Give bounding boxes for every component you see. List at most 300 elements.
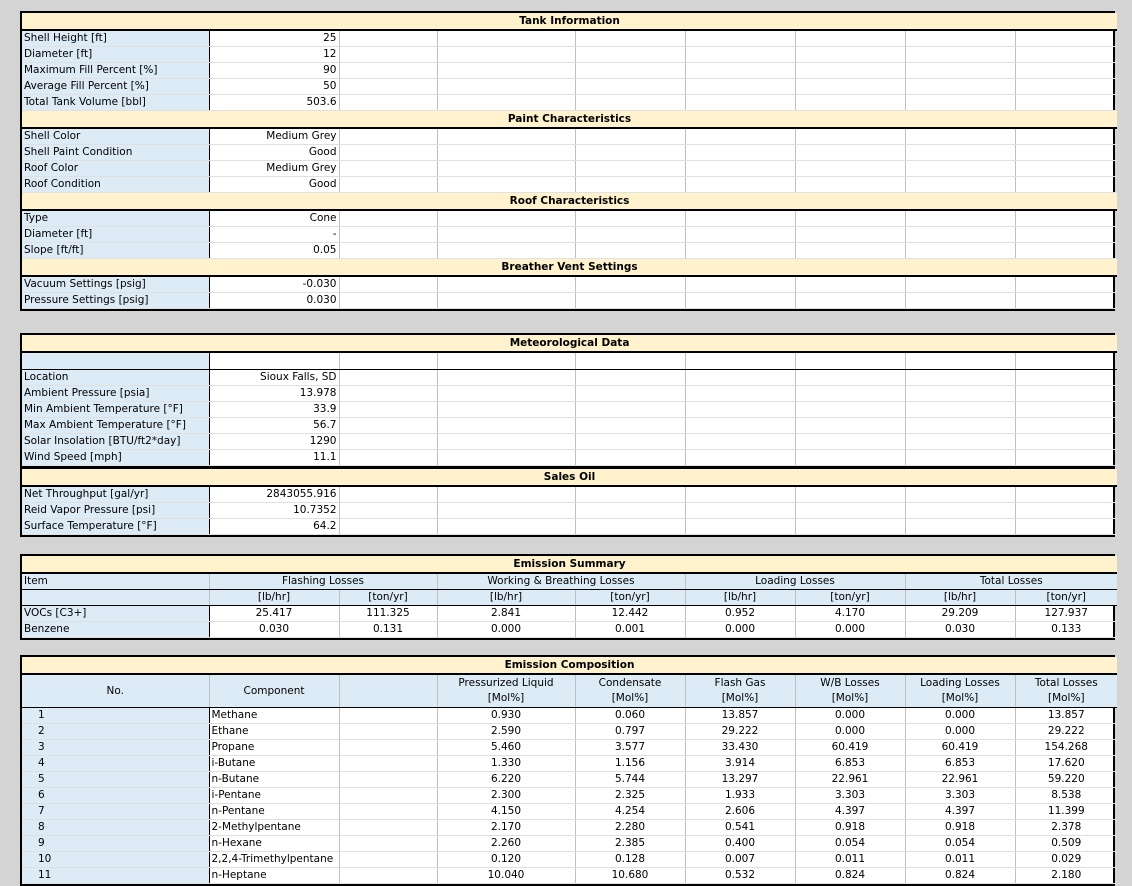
composition-row xyxy=(22,772,1117,788)
empty-cell xyxy=(1015,63,1117,79)
empty-cell xyxy=(339,772,437,788)
empty-cell xyxy=(437,352,575,370)
group-header: Total Losses xyxy=(905,573,1117,590)
empty-cell xyxy=(1015,145,1117,161)
emission-item: VOCs [C3+] xyxy=(22,606,209,622)
empty-cell xyxy=(685,161,795,177)
empty-cell xyxy=(685,30,795,47)
composition-row xyxy=(22,820,1117,836)
group-header: Loading Losses xyxy=(685,573,905,590)
empty-cell xyxy=(339,210,437,227)
composition-row xyxy=(22,756,1117,772)
empty-cell xyxy=(1015,503,1117,519)
emission-unit-header-row xyxy=(22,590,1117,606)
empty-cell xyxy=(339,227,437,243)
composition-value: 0.541 xyxy=(685,820,795,836)
paint-row xyxy=(22,161,1117,177)
met-row xyxy=(22,434,1117,450)
component-no: 7 xyxy=(22,804,209,820)
empty-cell xyxy=(795,63,905,79)
composition-value: 8.538 xyxy=(1015,788,1117,804)
met-spacer-row xyxy=(22,352,1117,370)
tank-value: 50 xyxy=(209,79,339,95)
composition-value: 11.399 xyxy=(1015,804,1117,820)
composition-value: 1.933 xyxy=(685,788,795,804)
empty-cell xyxy=(795,450,905,466)
met-label: Solar Insolation [BTU/ft2*day] xyxy=(22,434,209,450)
component-name: n-Heptane xyxy=(209,868,339,884)
composition-col-header xyxy=(575,674,685,708)
empty-cell xyxy=(437,243,575,259)
empty-cell xyxy=(437,177,575,193)
tank-title: Tank Information xyxy=(22,13,1117,30)
composition-value: 0.930 xyxy=(437,708,575,724)
composition-col-header xyxy=(437,674,575,708)
empty-cell xyxy=(1015,486,1117,503)
empty-cell xyxy=(905,386,1015,402)
empty-cell xyxy=(339,788,437,804)
emission-summary-title-row xyxy=(22,556,1117,573)
empty-cell xyxy=(1015,370,1117,386)
empty-cell xyxy=(905,128,1015,145)
empty-cell xyxy=(339,352,437,370)
col-unit: [Mol%] xyxy=(831,692,869,704)
oil-value: 10.7352 xyxy=(209,503,339,519)
composition-value: 5.744 xyxy=(575,772,685,788)
composition-value: 0.918 xyxy=(905,820,1015,836)
paint-value: Good xyxy=(209,177,339,193)
emission-composition-title: Emission Composition xyxy=(22,657,1117,674)
tank-title-row xyxy=(22,13,1117,30)
empty-cell xyxy=(339,724,437,740)
component-no: 4 xyxy=(22,756,209,772)
empty-cell xyxy=(685,63,795,79)
component-name: i-Butane xyxy=(209,756,339,772)
oil-label: Reid Vapor Pressure [psi] xyxy=(22,503,209,519)
empty-cell xyxy=(905,370,1015,386)
composition-value: 0.054 xyxy=(795,836,905,852)
empty-cell xyxy=(905,486,1015,503)
empty-cell xyxy=(795,293,905,309)
empty-cell xyxy=(575,79,685,95)
composition-value: 29.222 xyxy=(1015,724,1117,740)
empty-cell xyxy=(1015,276,1117,293)
empty-cell xyxy=(1015,177,1117,193)
composition-row xyxy=(22,708,1117,724)
empty-cell xyxy=(339,708,437,724)
empty-cell xyxy=(685,210,795,227)
emission-composition-block xyxy=(20,655,1115,886)
composition-value: 60.419 xyxy=(905,740,1015,756)
empty-cell xyxy=(1015,293,1117,309)
empty-cell xyxy=(1015,30,1117,47)
empty-cell xyxy=(905,276,1015,293)
col-unit: [Mol%] xyxy=(941,692,979,704)
empty-cell xyxy=(437,128,575,145)
component-name: Methane xyxy=(209,708,339,724)
tank-info-block xyxy=(20,11,1115,311)
empty-cell xyxy=(905,161,1015,177)
composition-value: 4.150 xyxy=(437,804,575,820)
empty-cell xyxy=(685,293,795,309)
empty-cell xyxy=(437,434,575,450)
composition-value: 0.011 xyxy=(795,852,905,868)
tank-label: Total Tank Volume [bbl] xyxy=(22,95,209,111)
composition-value: 0.128 xyxy=(575,852,685,868)
paint-title-row xyxy=(22,111,1117,129)
empty-cell xyxy=(339,820,437,836)
composition-value: 0.060 xyxy=(575,708,685,724)
paint-value: Good xyxy=(209,145,339,161)
empty-cell xyxy=(339,177,437,193)
composition-value: 0.918 xyxy=(795,820,905,836)
empty-cell xyxy=(437,95,575,111)
tank-row xyxy=(22,95,1117,111)
empty-cell xyxy=(575,227,685,243)
empty-cell xyxy=(685,418,795,434)
tank-label: Diameter [ft] xyxy=(22,47,209,63)
met-value: 11.1 xyxy=(209,450,339,466)
empty-cell xyxy=(339,386,437,402)
empty-cell xyxy=(795,30,905,47)
empty-cell xyxy=(905,402,1015,418)
oil-block xyxy=(20,467,1115,537)
met-title: Meteorological Data xyxy=(22,335,1117,352)
empty-cell xyxy=(437,450,575,466)
unit-header: [ton/yr] xyxy=(575,590,685,606)
empty-cell xyxy=(795,503,905,519)
empty-cell xyxy=(685,95,795,111)
tank-label: Maximum Fill Percent [%] xyxy=(22,63,209,79)
unit-header: [lb/hr] xyxy=(437,590,575,606)
col-name: Flash Gas xyxy=(714,677,766,689)
col-unit: [Mol%] xyxy=(487,692,525,704)
empty-cell xyxy=(339,370,437,386)
empty-cell xyxy=(905,503,1015,519)
empty-cell xyxy=(685,128,795,145)
tank-row xyxy=(22,63,1117,79)
roof-label: Slope [ft/ft] xyxy=(22,243,209,259)
composition-value: 1.330 xyxy=(437,756,575,772)
emission-value: 0.030 xyxy=(209,622,339,638)
empty-cell xyxy=(339,418,437,434)
composition-col-header xyxy=(1015,674,1117,708)
composition-value: 0.054 xyxy=(905,836,1015,852)
met-table xyxy=(22,335,1117,466)
empty-cell xyxy=(795,486,905,503)
composition-value: 2.378 xyxy=(1015,820,1117,836)
composition-value: 33.430 xyxy=(685,740,795,756)
col-unit: [Mol%] xyxy=(721,692,759,704)
composition-value: 59.220 xyxy=(1015,772,1117,788)
composition-row xyxy=(22,724,1117,740)
met-value: 1290 xyxy=(209,434,339,450)
component-no: 2 xyxy=(22,724,209,740)
component-no: 1 xyxy=(22,708,209,724)
empty-cell xyxy=(575,434,685,450)
empty-cell xyxy=(339,450,437,466)
empty-cell xyxy=(437,386,575,402)
empty-cell xyxy=(575,210,685,227)
empty-cell xyxy=(1015,434,1117,450)
unit-header: [ton/yr] xyxy=(795,590,905,606)
empty-cell xyxy=(339,836,437,852)
oil-title: Sales Oil xyxy=(22,469,1117,486)
oil-label: Surface Temperature [°F] xyxy=(22,519,209,535)
composition-value: 2.606 xyxy=(685,804,795,820)
empty-cell xyxy=(685,145,795,161)
empty-cell xyxy=(1015,352,1117,370)
component-name: 2,2,4-Trimethylpentane xyxy=(209,852,339,868)
composition-row xyxy=(22,804,1117,820)
roof-row xyxy=(22,227,1117,243)
composition-value: 6.220 xyxy=(437,772,575,788)
empty-cell xyxy=(575,503,685,519)
empty-cell xyxy=(437,293,575,309)
empty-cell xyxy=(575,161,685,177)
composition-value: 22.961 xyxy=(795,772,905,788)
empty-cell xyxy=(437,63,575,79)
met-label: Min Ambient Temperature [°F] xyxy=(22,402,209,418)
roof-value: - xyxy=(209,227,339,243)
emission-value: 4.170 xyxy=(795,606,905,622)
component-no: 8 xyxy=(22,820,209,836)
roof-label: Diameter [ft] xyxy=(22,227,209,243)
component-name: Propane xyxy=(209,740,339,756)
empty-cell xyxy=(685,276,795,293)
emission-value: 127.937 xyxy=(1015,606,1117,622)
tank-value: 25 xyxy=(209,30,339,47)
unit-header: [ton/yr] xyxy=(339,590,437,606)
empty-cell xyxy=(339,30,437,47)
composition-value: 6.853 xyxy=(905,756,1015,772)
composition-col-header xyxy=(685,674,795,708)
met-value: Sioux Falls, SD xyxy=(209,370,339,386)
composition-row xyxy=(22,868,1117,884)
empty-cell xyxy=(1015,402,1117,418)
composition-value: 5.460 xyxy=(437,740,575,756)
empty-cell xyxy=(905,145,1015,161)
empty-cell xyxy=(1015,161,1117,177)
empty-cell xyxy=(795,519,905,535)
emission-item: Benzene xyxy=(22,622,209,638)
composition-value: 3.577 xyxy=(575,740,685,756)
emission-value: 0.133 xyxy=(1015,622,1117,638)
composition-row xyxy=(22,836,1117,852)
empty-cell xyxy=(685,450,795,466)
roof-title-row xyxy=(22,193,1117,211)
empty-cell xyxy=(437,30,575,47)
empty-cell xyxy=(575,519,685,535)
met-row xyxy=(22,402,1117,418)
empty-cell xyxy=(1015,128,1117,145)
emission-value: 29.209 xyxy=(905,606,1015,622)
empty-cell xyxy=(905,243,1015,259)
met-label: Wind Speed [mph] xyxy=(22,450,209,466)
empty-cell xyxy=(575,486,685,503)
met-value: 56.7 xyxy=(209,418,339,434)
empty-cell xyxy=(795,243,905,259)
composition-value: 4.397 xyxy=(905,804,1015,820)
met-row xyxy=(22,370,1117,386)
composition-value: 60.419 xyxy=(795,740,905,756)
roof-row xyxy=(22,210,1117,227)
composition-col-header xyxy=(905,674,1015,708)
tank-row xyxy=(22,79,1117,95)
empty-cell xyxy=(795,418,905,434)
col-name: Total Losses xyxy=(1034,677,1098,689)
composition-value: 0.532 xyxy=(685,868,795,884)
composition-value: 13.857 xyxy=(685,708,795,724)
tank-value: 12 xyxy=(209,47,339,63)
composition-value: 2.180 xyxy=(1015,868,1117,884)
paint-row xyxy=(22,145,1117,161)
empty-cell xyxy=(575,370,685,386)
composition-value: 13.857 xyxy=(1015,708,1117,724)
empty-cell xyxy=(339,293,437,309)
met-value: 33.9 xyxy=(209,402,339,418)
roof-label: Type xyxy=(22,210,209,227)
empty-cell xyxy=(905,79,1015,95)
empty-cell xyxy=(905,30,1015,47)
vent-value: -0.030 xyxy=(209,276,339,293)
composition-col-header xyxy=(795,674,905,708)
empty-cell xyxy=(795,276,905,293)
tank-row xyxy=(22,30,1117,47)
component-name: n-Pentane xyxy=(209,804,339,820)
composition-value: 6.853 xyxy=(795,756,905,772)
emission-value: 0.000 xyxy=(685,622,795,638)
empty-cell xyxy=(339,503,437,519)
empty-cell xyxy=(575,386,685,402)
composition-value: 2.325 xyxy=(575,788,685,804)
empty-cell xyxy=(795,128,905,145)
composition-value: 0.000 xyxy=(905,708,1015,724)
empty-cell xyxy=(685,402,795,418)
group-header: Flashing Losses xyxy=(209,573,437,590)
empty-cell xyxy=(905,95,1015,111)
empty-cell xyxy=(795,386,905,402)
empty-cell xyxy=(22,590,209,606)
empty-cell xyxy=(437,161,575,177)
empty-cell xyxy=(575,128,685,145)
oil-value: 2843055.916 xyxy=(209,486,339,503)
component-no: 9 xyxy=(22,836,209,852)
composition-value: 10.040 xyxy=(437,868,575,884)
empty-cell xyxy=(905,210,1015,227)
empty-cell xyxy=(339,145,437,161)
empty-cell xyxy=(905,227,1015,243)
empty-cell xyxy=(1015,243,1117,259)
component-name: i-Pentane xyxy=(209,788,339,804)
emission-row xyxy=(22,622,1117,638)
empty-cell xyxy=(1015,450,1117,466)
oil-label: Net Throughput [gal/yr] xyxy=(22,486,209,503)
col-name: Condensate xyxy=(598,677,662,689)
oil-title-row xyxy=(22,469,1117,486)
component-no: 5 xyxy=(22,772,209,788)
paint-label: Shell Paint Condition xyxy=(22,145,209,161)
empty-cell xyxy=(795,79,905,95)
composition-value: 0.011 xyxy=(905,852,1015,868)
empty-cell xyxy=(339,674,437,708)
composition-value: 0.000 xyxy=(795,708,905,724)
emission-value: 0.000 xyxy=(437,622,575,638)
col-unit: [Mol%] xyxy=(611,692,649,704)
composition-header-row xyxy=(22,674,1117,708)
met-value: 13.978 xyxy=(209,386,339,402)
empty-cell xyxy=(685,79,795,95)
empty-cell xyxy=(795,145,905,161)
empty-cell xyxy=(905,293,1015,309)
empty-cell xyxy=(339,852,437,868)
empty-cell xyxy=(905,352,1015,370)
emission-value: 2.841 xyxy=(437,606,575,622)
component-header: Component xyxy=(209,674,339,708)
composition-value: 0.000 xyxy=(905,724,1015,740)
composition-value: 10.680 xyxy=(575,868,685,884)
empty-cell xyxy=(575,47,685,63)
empty-cell xyxy=(795,95,905,111)
composition-value: 154.268 xyxy=(1015,740,1117,756)
tank-row xyxy=(22,47,1117,63)
empty-cell xyxy=(575,243,685,259)
emission-row xyxy=(22,606,1117,622)
empty-cell xyxy=(339,79,437,95)
composition-value: 3.914 xyxy=(685,756,795,772)
empty-cell xyxy=(575,402,685,418)
composition-value: 4.397 xyxy=(795,804,905,820)
empty-cell xyxy=(339,434,437,450)
emission-composition-table xyxy=(22,657,1117,884)
empty-cell xyxy=(685,352,795,370)
empty-cell xyxy=(685,519,795,535)
paint-label: Roof Condition xyxy=(22,177,209,193)
empty-cell xyxy=(1015,418,1117,434)
vent-value: 0.030 xyxy=(209,293,339,309)
unit-header: [lb/hr] xyxy=(905,590,1015,606)
empty-cell xyxy=(575,63,685,79)
composition-value: 0.007 xyxy=(685,852,795,868)
empty-cell xyxy=(905,418,1015,434)
empty-cell xyxy=(795,227,905,243)
paint-row xyxy=(22,128,1117,145)
composition-value: 13.297 xyxy=(685,772,795,788)
emission-summary-title: Emission Summary xyxy=(22,556,1117,573)
tank-value: 503.6 xyxy=(209,95,339,111)
composition-value: 0.000 xyxy=(795,724,905,740)
met-row xyxy=(22,418,1117,434)
met-title-row xyxy=(22,335,1117,352)
oil-row xyxy=(22,486,1117,503)
empty-cell xyxy=(905,434,1015,450)
composition-value: 0.824 xyxy=(795,868,905,884)
composition-value: 0.509 xyxy=(1015,836,1117,852)
empty-cell xyxy=(575,418,685,434)
vent-row xyxy=(22,276,1117,293)
emission-value: 0.001 xyxy=(575,622,685,638)
empty-cell xyxy=(685,177,795,193)
empty-cell xyxy=(209,352,339,370)
empty-cell xyxy=(575,145,685,161)
empty-cell xyxy=(339,740,437,756)
emission-value: 111.325 xyxy=(339,606,437,622)
emission-value: 0.030 xyxy=(905,622,1015,638)
paint-value: Medium Grey xyxy=(209,128,339,145)
composition-value: 0.400 xyxy=(685,836,795,852)
emission-composition-title-row xyxy=(22,657,1117,674)
composition-value: 0.797 xyxy=(575,724,685,740)
